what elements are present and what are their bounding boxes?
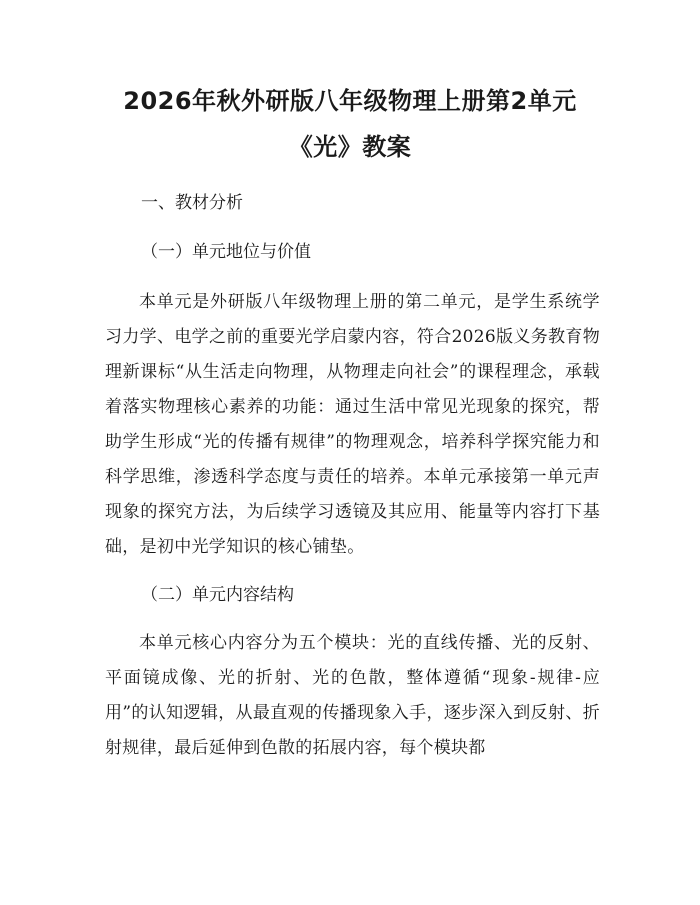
subsection-heading-unit-position: （一）单元地位与价值 <box>141 242 311 262</box>
paragraph-unit-position: 本单元是外研版八年级物理上册的第二单元，是学生系统学习力学、电学之前的重要光学启蒙内容，符合2026版义务教育物理新课标“从生活走向物理，从物理走向社会”的课程理念，承载着落实物理核心素养的功能：通过生活中常见光现象的探究，帮助学生形成“光的传播有规律”的物理观念，培养科学探究能力和科学思维，渗透科学态度与责任的培养。本单元承接第一单元声现象的探究方法，为后续学习透镜及其应用、能量等内容打下基础，是初中光学知识的核心铺垫。 <box>105 292 600 557</box>
paragraph-unit-structure: 本单元核心内容分为五个模块：光的直线传播、光的反射、平面镜成像、光的折射、光的色散，整体遵循“现象-规律-应用”的认知逻辑，从最直观的传播现象入手，逐步深入到反射、折射规律，最后延伸到色散的拓展内容，每个模块都 <box>105 633 600 758</box>
document-title-line-1: 2026年秋外研版八年级物理上册第2单元 <box>123 87 577 115</box>
section-heading-textbook-analysis: 一、教材分析 <box>141 193 243 213</box>
subsection-heading-unit-structure: （二）单元内容结构 <box>141 585 294 605</box>
document-title-line-2: 《光》教案 <box>288 133 412 161</box>
